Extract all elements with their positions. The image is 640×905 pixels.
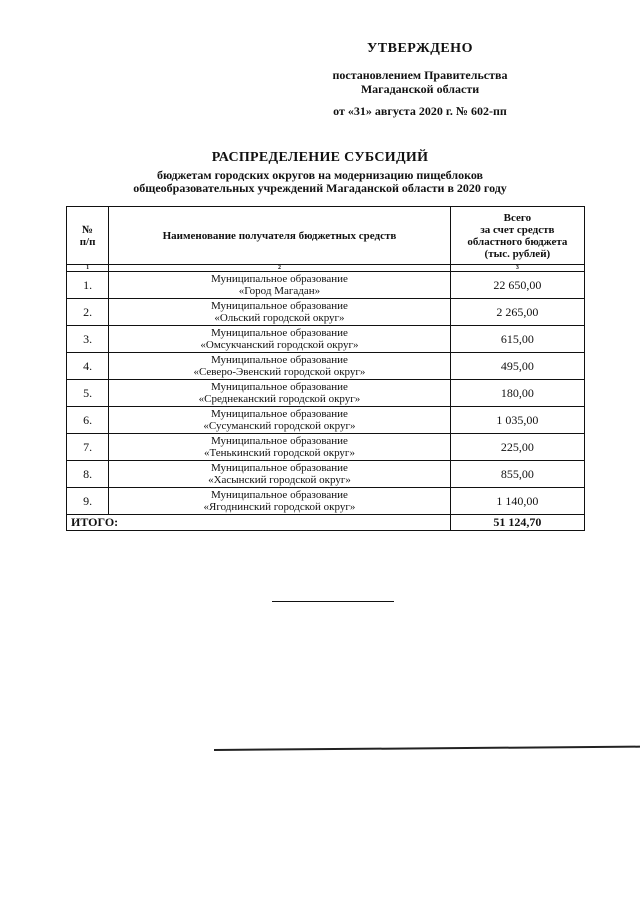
row-number: 5. bbox=[67, 380, 109, 407]
header-total-line-1: Всего bbox=[503, 211, 532, 224]
row-sum: 225,00 bbox=[450, 434, 584, 461]
column-index-2: 2 bbox=[109, 265, 451, 272]
recipient-name bbox=[109, 353, 451, 380]
recipient-name-line-2: «Ольский городской округ» bbox=[214, 312, 345, 324]
row-sum: 1 035,00 bbox=[450, 407, 584, 434]
row-number: 1. bbox=[67, 272, 109, 299]
row-number: 4. bbox=[67, 353, 109, 380]
row-sum: 180,00 bbox=[450, 380, 584, 407]
table-row bbox=[67, 326, 585, 353]
recipient-name-line-1: Муниципальное образование bbox=[210, 273, 348, 285]
recipient-name-line-1: Муниципальное образование bbox=[210, 327, 348, 339]
table-row bbox=[67, 272, 585, 299]
document-subtitle bbox=[60, 169, 580, 195]
row-number: 9. bbox=[67, 488, 109, 515]
header-number-line-1: № bbox=[82, 223, 94, 236]
approval-block bbox=[300, 42, 540, 118]
row-sum: 855,00 bbox=[450, 461, 584, 488]
row-sum: 1 140,00 bbox=[450, 488, 584, 515]
recipient-name-line-1: Муниципальное образование bbox=[210, 435, 348, 447]
row-number: 2. bbox=[67, 299, 109, 326]
table-row bbox=[67, 407, 585, 434]
recipient-name-line-2: «Ягоднинский городской округ» bbox=[203, 501, 356, 513]
approval-line-2: Магаданской области bbox=[360, 82, 480, 96]
recipient-name-line-2: «Омсукчанский городской округ» bbox=[200, 339, 359, 351]
recipient-name-line-2: «Хасынский городской округ» bbox=[208, 474, 351, 486]
row-sum: 495,00 bbox=[450, 353, 584, 380]
recipient-name bbox=[109, 407, 451, 434]
table-row bbox=[67, 299, 585, 326]
total-sum: 51 124,70 bbox=[450, 515, 584, 531]
row-number: 6. bbox=[67, 407, 109, 434]
recipient-name-line-1: Муниципальное образование bbox=[210, 489, 348, 501]
recipient-name-line-2: «Сусуманский городской округ» bbox=[203, 420, 356, 432]
recipient-name bbox=[109, 488, 451, 515]
approval-title: УТВЕРЖДЕНО bbox=[367, 41, 473, 56]
subtitle-line-1: бюджетам городских округов на модернизацию пищеблоков bbox=[156, 168, 484, 182]
recipient-name bbox=[109, 326, 451, 353]
table-row bbox=[67, 380, 585, 407]
recipient-name bbox=[109, 461, 451, 488]
table-row bbox=[67, 353, 585, 380]
subsidy-table bbox=[66, 206, 585, 531]
row-number: 8. bbox=[67, 461, 109, 488]
table-row bbox=[67, 434, 585, 461]
scan-artifact-line bbox=[214, 746, 640, 751]
total-label: ИТОГО: bbox=[67, 515, 451, 531]
header-total-line-3: областного бюджета bbox=[467, 235, 568, 248]
recipient-name bbox=[109, 299, 451, 326]
recipient-name bbox=[109, 434, 451, 461]
recipient-name bbox=[109, 380, 451, 407]
header-total-line-4: (тыс. рублей) bbox=[484, 247, 551, 260]
recipient-name-line-2: «Тенькинский городской округ» bbox=[203, 447, 355, 459]
header-recipient: Наименование получателя бюджетных средств bbox=[109, 207, 451, 265]
table-row bbox=[67, 461, 585, 488]
recipient-name-line-2: «Город Магадан» bbox=[238, 285, 321, 297]
subtitle-line-2: общеобразовательных учреждений Магаданской области в 2020 году bbox=[133, 181, 507, 195]
recipient-name bbox=[109, 272, 451, 299]
row-number: 7. bbox=[67, 434, 109, 461]
row-sum: 22 650,00 bbox=[450, 272, 584, 299]
header-total bbox=[450, 207, 584, 265]
total-row bbox=[67, 515, 585, 531]
row-number: 3. bbox=[67, 326, 109, 353]
recipient-name-line-2: «Среднеканский городской округ» bbox=[198, 393, 361, 405]
table-row bbox=[67, 488, 585, 515]
recipient-name-line-2: «Северо-Эвенский городской округ» bbox=[193, 366, 366, 378]
row-sum: 615,00 bbox=[450, 326, 584, 353]
recipient-name-line-1: Муниципальное образование bbox=[210, 300, 348, 312]
recipient-name-line-1: Муниципальное образование bbox=[210, 354, 348, 366]
recipient-name-line-1: Муниципальное образование bbox=[210, 408, 348, 420]
recipient-name-line-1: Муниципальное образование bbox=[210, 462, 348, 474]
approval-line-1: постановлением Правительства bbox=[332, 68, 508, 82]
column-index-row bbox=[67, 265, 585, 272]
signature-divider bbox=[272, 601, 394, 602]
column-index-3: 3 bbox=[450, 265, 584, 272]
table-header-row bbox=[67, 207, 585, 265]
column-index-1: 1 bbox=[67, 265, 109, 272]
document-title: РАСПРЕДЕЛЕНИЕ СУБСИДИЙ bbox=[211, 150, 429, 165]
header-total-line-2: за счет средств bbox=[480, 223, 555, 236]
header-number bbox=[67, 207, 109, 265]
approval-date: от «31» августа 2020 г. № 602-пп bbox=[333, 104, 507, 118]
row-sum: 2 265,00 bbox=[450, 299, 584, 326]
recipient-name-line-1: Муниципальное образование bbox=[210, 381, 348, 393]
header-number-line-2: п/п bbox=[79, 235, 96, 248]
